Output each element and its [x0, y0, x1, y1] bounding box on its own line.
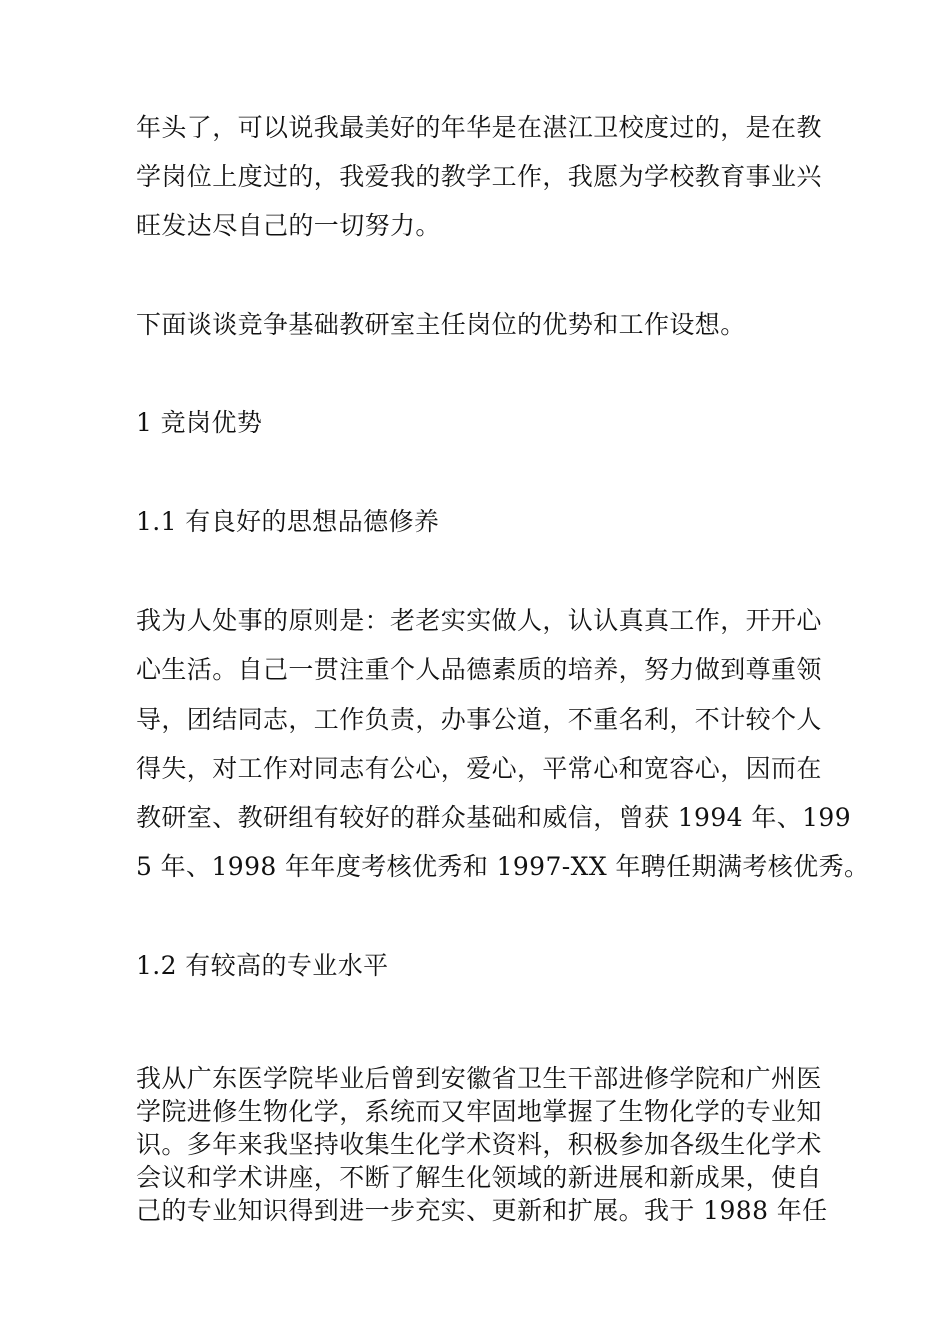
paragraph-line: 学院进修生物化学，系统而又牢固地掌握了生物化学的专业知 [136, 1097, 822, 1126]
section-heading: 1 竞岗优势 [136, 408, 263, 437]
paragraph-line: 心生活。自己一贯注重个人品德素质的培养，努力做到尊重领 [136, 655, 822, 684]
paragraph-line: 我从广东医学院毕业后曾到安徽省卫生干部进修学院和广州医 [136, 1064, 822, 1093]
paragraph-line: 会议和学术讲座，不断了解生化领域的新进展和新成果，使自 [136, 1163, 822, 1192]
paragraph-line: 我为人处事的原则是：老老实实做人，认认真真工作，开开心 [136, 606, 822, 635]
paragraph-line: 己的专业知识得到进一步充实、更新和扩展。我于 1988 年任 [136, 1196, 828, 1225]
paragraph-line: 学岗位上度过的，我爱我的教学工作，我愿为学校教育事业兴 [136, 162, 822, 191]
subsection-heading: 1.2 有较高的专业水平 [136, 951, 389, 980]
paragraph-line: 教研室、教研组有较好的群众基础和威信，曾获 1994 年、199 [136, 803, 852, 832]
paragraph-line: 识。多年来我坚持收集生化学术资料，积极参加各级生化学术 [136, 1130, 822, 1159]
paragraph-line: 导，团结同志，工作负责，办事公道，不重名利，不计较个人 [136, 705, 822, 734]
paragraph-2: 下面谈谈竞争基础教研室主任岗位的优势和工作设想。 [136, 310, 746, 339]
paragraph-line: 年头了，可以说我最美好的年华是在湛江卫校度过的，是在教 [136, 113, 822, 142]
subsection-heading: 1.1 有良好的思想品德修养 [136, 507, 440, 536]
paragraph-line: 5 年、1998 年年度考核优秀和 1997-XX 年聘任期满考核优秀。 [136, 852, 870, 881]
paragraph-line: 旺发达尽自己的一切努力。 [136, 211, 441, 240]
paragraph-line: 得失，对工作对同志有公心，爱心，平常心和宽容心，因而在 [136, 754, 822, 783]
